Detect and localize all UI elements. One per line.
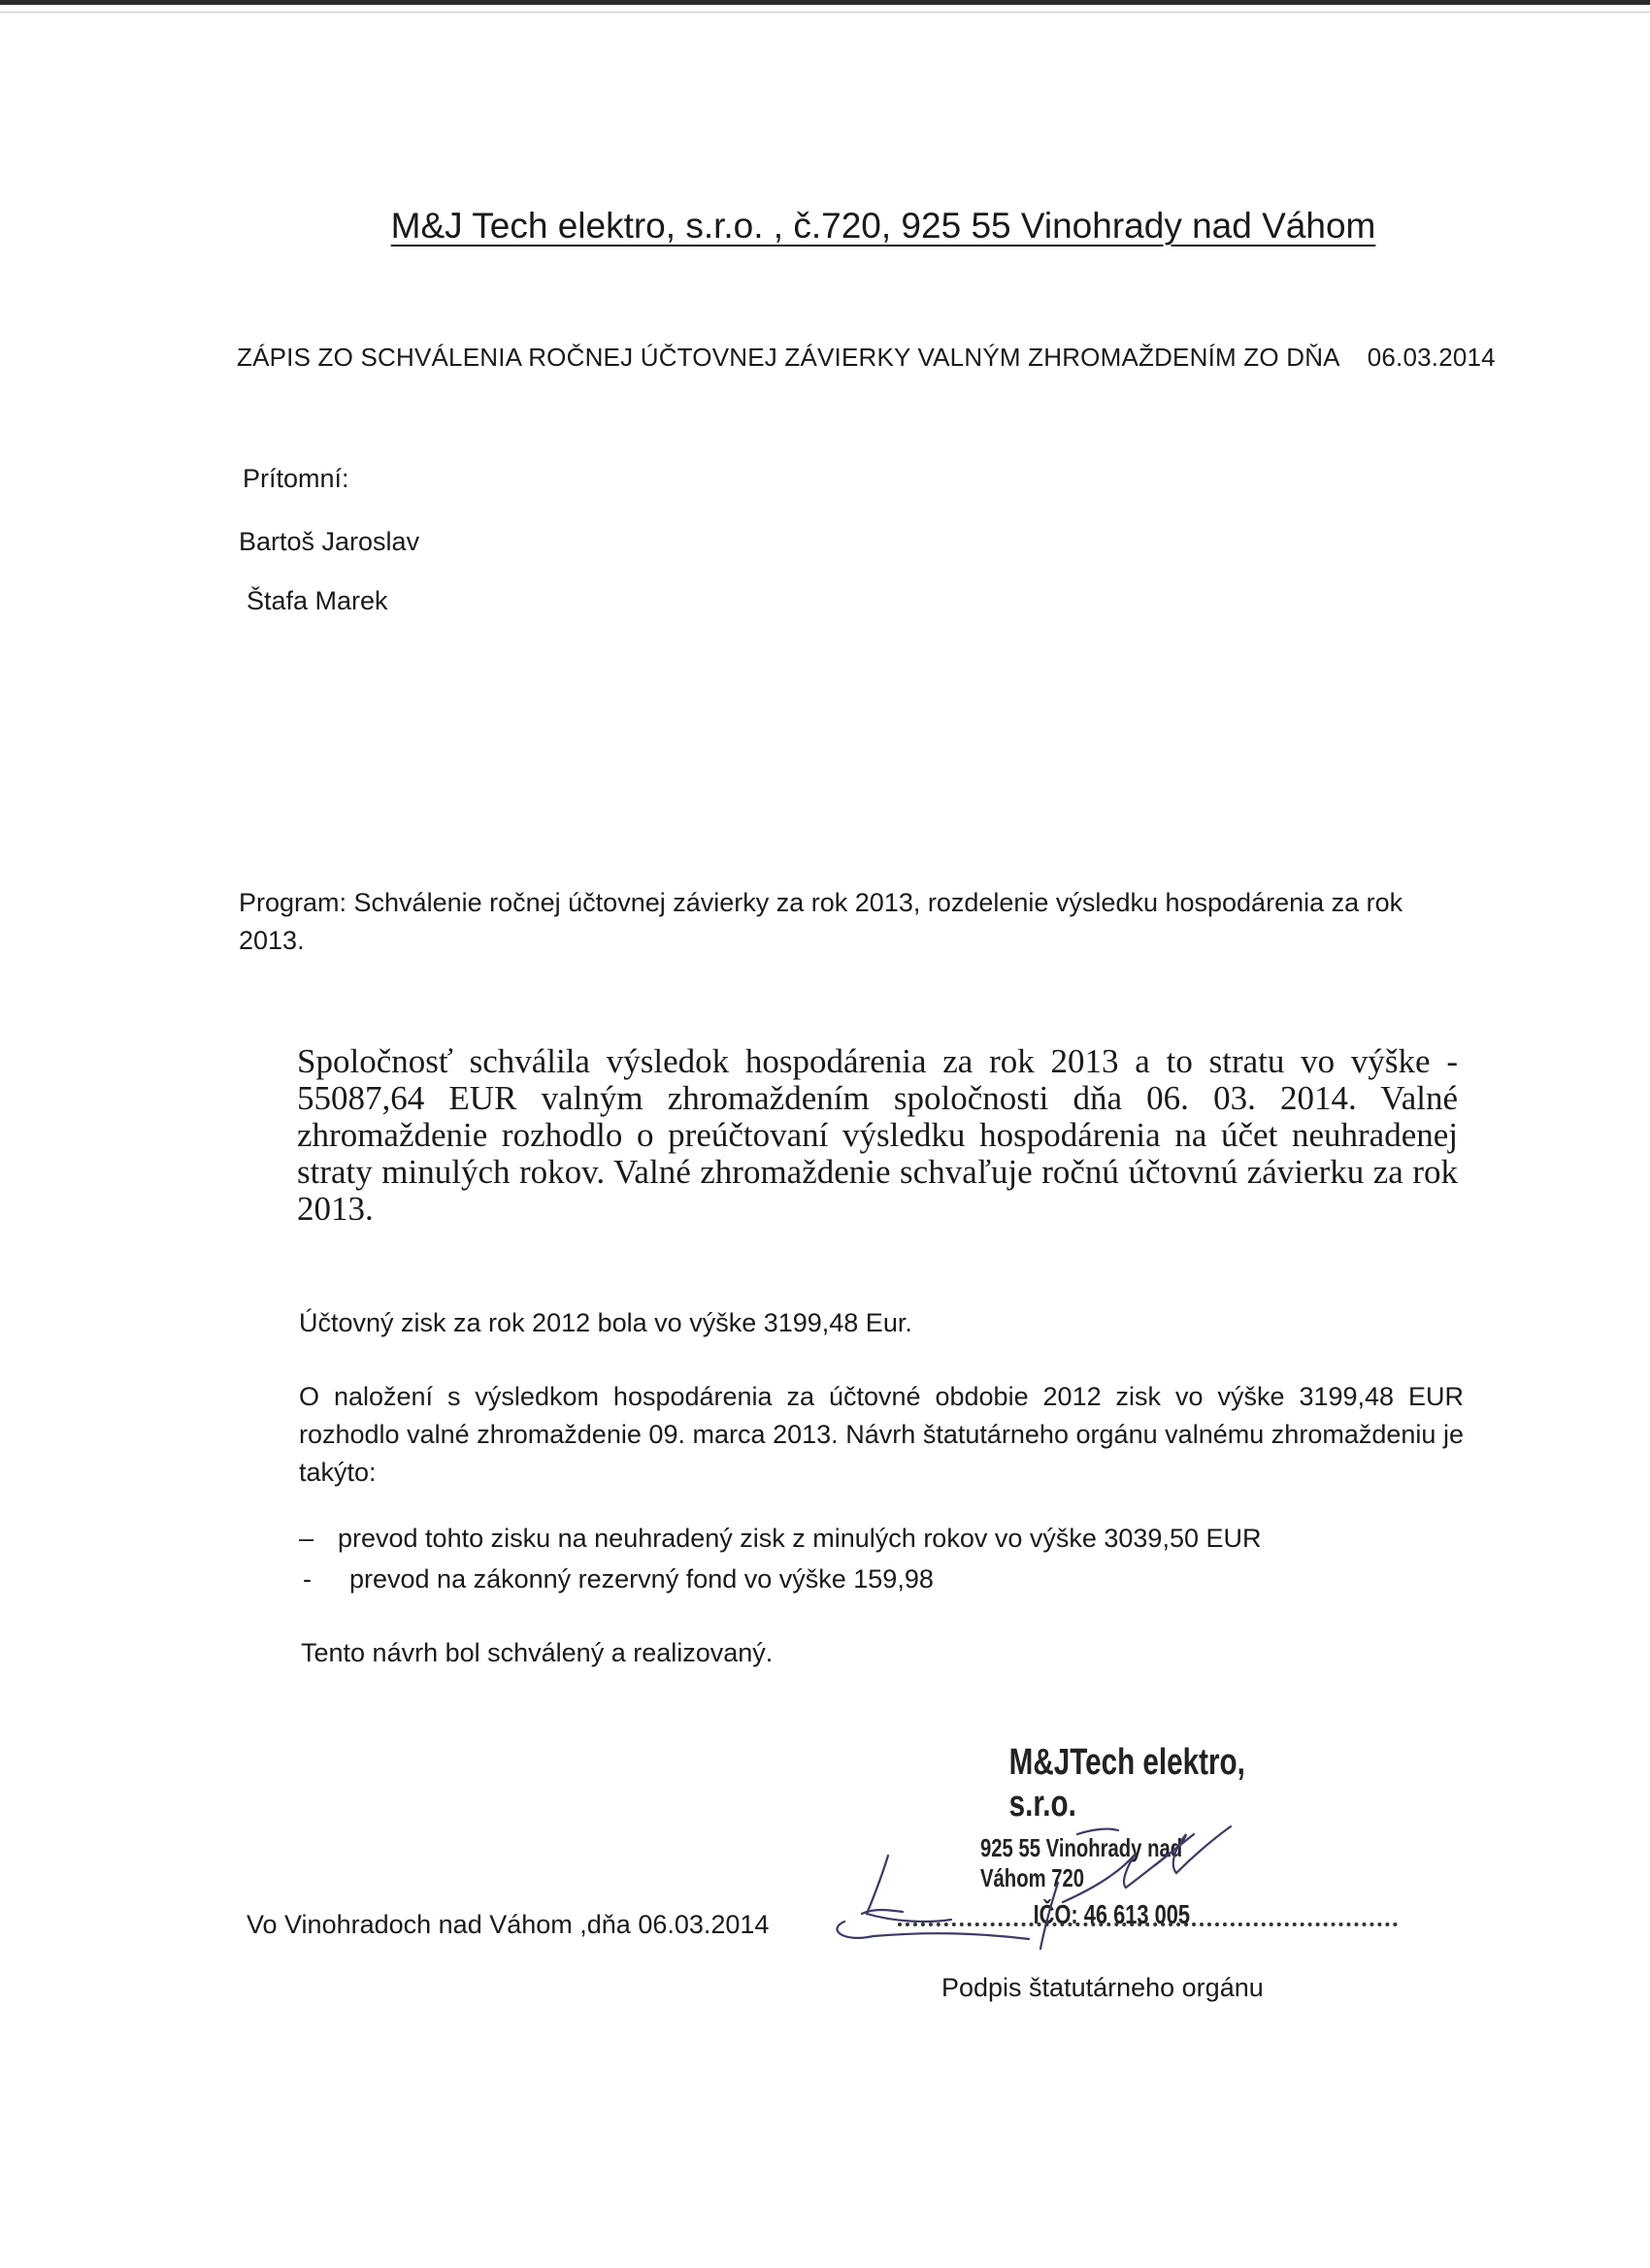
scan-edge <box>0 0 1650 5</box>
bullet-dash: - <box>303 1564 312 1594</box>
handwritten-signature <box>835 1776 1339 1960</box>
company-header <box>0 206 1650 247</box>
allocation-item-text: prevod na zákonný rezervný fond vo výške 159,98 <box>349 1564 934 1594</box>
bullet-dash: – <box>299 1524 314 1553</box>
document-title <box>237 343 1496 373</box>
resolution-paragraph: Spoločnosť schválila výsledok hospodárenia za rok 2013 a to stratu vo výške - 55087,64 EUR valným zhromaždením spoločnosti dňa 06. 03. 2014. Valné zhromaždenie rozhodlo o preúčtovaní výsledku hospodárenia na účet neuhradenej straty minulých rokov. Valné zhromaždenie schvaľuje ročnú účtovnú závierku za rok 2013. <box>297 1042 1458 1228</box>
conclusion-text: Tento návrh bol schválený a realizovaný. <box>301 1638 774 1667</box>
company-header-text: M&J Tech elektro, s.r.o. , č.720, 925 55 Vinohrady nad Váhom <box>390 206 1376 246</box>
allocation-item-text: prevod tohto zisku na neuhradený zisk z minulých rokov vo výške 3039,50 EUR <box>338 1524 1262 1553</box>
attendee-name: Štafa Marek <box>247 586 388 615</box>
attendee-name: Bartoš Jaroslav <box>239 527 420 556</box>
document-title-date: 06.03.2014 <box>1367 343 1496 372</box>
place-date: Vo Vinohradoch nad Váhom ,dňa 06.03.2014 <box>247 1910 770 1939</box>
scan-line <box>0 12 1650 13</box>
program-text: Program: Schválenie ročnej účtovnej závierky za rok 2013, rozdelenie výsledku hospodárenia za rok 2013. <box>239 888 1403 955</box>
allocation-item <box>299 1524 1262 1554</box>
stamp-line: 925 55 Vinohrady nad Váhom 720 <box>980 1833 1183 1892</box>
allocation-paragraph: O naložení s výsledkom hospodárenia za účtovné obdobie 2012 zisk vo výške 3199,48 EUR rozhodlo valné zhromaždenie 09. marca 2013. Návrh štatutárneho orgánu valnému zhromaždeniu je takýto: <box>299 1382 1464 1487</box>
profit-2012-text: Účtovný zisk za rok 2012 bola vo výške 3199,48 Eur. <box>299 1308 912 1337</box>
stamp-line: M&JTech elektro, s.r.o. <box>1008 1742 1245 1824</box>
signature-label: Podpis štatutárneho orgánu <box>941 1973 1264 2002</box>
signature-line <box>898 1919 1398 1926</box>
attendees-label: Prítomní: <box>243 464 349 493</box>
stamp-line: IČO: 46 613 005 <box>1033 1899 1191 1929</box>
allocation-item <box>303 1564 934 1594</box>
document-title-text: ZÁPIS ZO SCHVÁLENIA ROČNEJ ÚČTOVNEJ ZÁVIERKY VALNÝM ZHROMAŽDENÍM ZO DŇA <box>237 343 1339 372</box>
